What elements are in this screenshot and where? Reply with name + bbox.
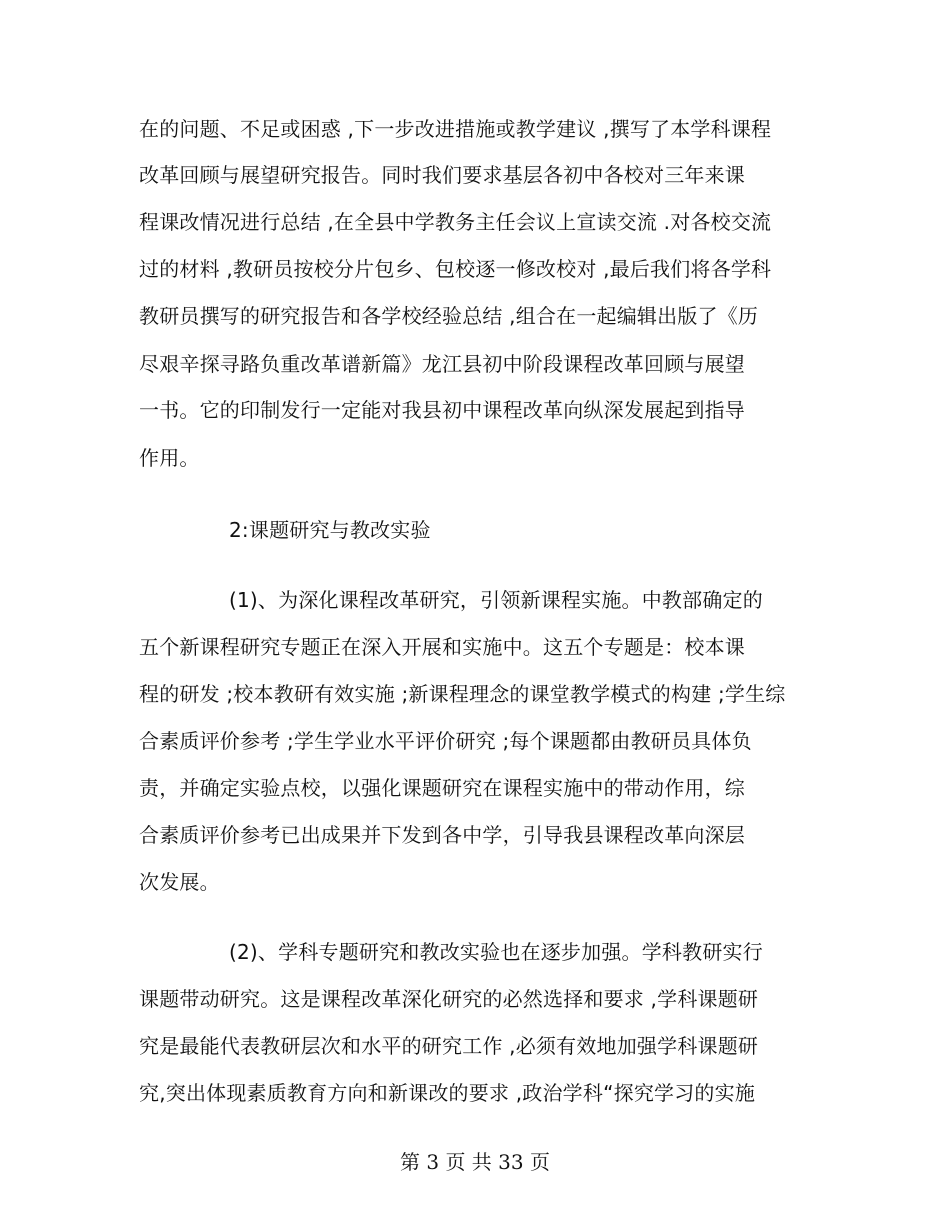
text-line-18: 课题带动研究。这是课程改革深化研究的必然选择和要求 ,学科课题研	[139, 987, 759, 1011]
text-line-7: 一书。它的印制发行一定能对我县初中课程改革向纵深发展起到指导	[139, 398, 745, 422]
text-line-2: 改革回顾与展望研究报告。同时我们要求基层各初中各校对三年来课	[139, 163, 745, 187]
text-line-3: 程课改情况进行总结 ,在全县中学教务主任会议上宣读交流 .对各校交流	[139, 210, 772, 234]
text-line-13: 合素质评价参考 ;学生学业水平评价研究 ;每个课题都由教研员具体负	[139, 729, 752, 753]
text-line-14: 责，并确定实验点校，以强化课题研究在课程实施中的带动作用，综	[139, 776, 745, 800]
text-line-20: 究,突出体现素质教育方向和新课改的要求 ,政治学科“探究学习的实施	[139, 1081, 756, 1105]
text-line-12: 程的研发 ;校本教研有效实施 ;新课程理念的课堂教学模式的构建 ;学生综	[139, 682, 786, 706]
text-line-1: 在的问题、不足或困惑 ,下一步改进措施或教学建议 ,撰写了本学科课程	[139, 117, 772, 141]
text-line-6: 尽艰辛探寻路负重改革谱新篇》龙江县初中阶段课程改革回顾与展望	[139, 352, 745, 376]
paragraph-1-line-1: (1)、为深化课程改革研究，引领新课程实施。中教部确定的	[229, 588, 763, 612]
text-line-16: 次发展。	[139, 870, 220, 894]
text-line-19: 究是最能代表教研层次和水平的研究工作 ,必须有效地加强学科课题研	[139, 1034, 759, 1058]
text-line-4: 过的材料 ,教研员按校分片包乡、包校逐一修改校对 ,最后我们将各学科	[139, 257, 772, 281]
page-number-footer: 第 3 页 共 33 页	[400, 1150, 550, 1174]
text-line-15: 合素质评价参考已出成果并下发到各中学，引导我县课程改革向深层	[139, 823, 745, 847]
text-line-11: 五个新课程研究专题正在深入开展和实施中。这五个专题是：校本课	[139, 635, 745, 659]
text-line-8: 作用。	[139, 446, 200, 470]
paragraph-2-line-1: (2)、学科专题研究和教改实验也在逐步加强。学科教研实行	[229, 940, 763, 964]
text-line-5: 教研员撰写的研究报告和各学校经验总结 ,组合在一起编辑出版了《历	[139, 304, 759, 328]
section-heading: 2:课题研究与教改实验	[229, 518, 431, 542]
